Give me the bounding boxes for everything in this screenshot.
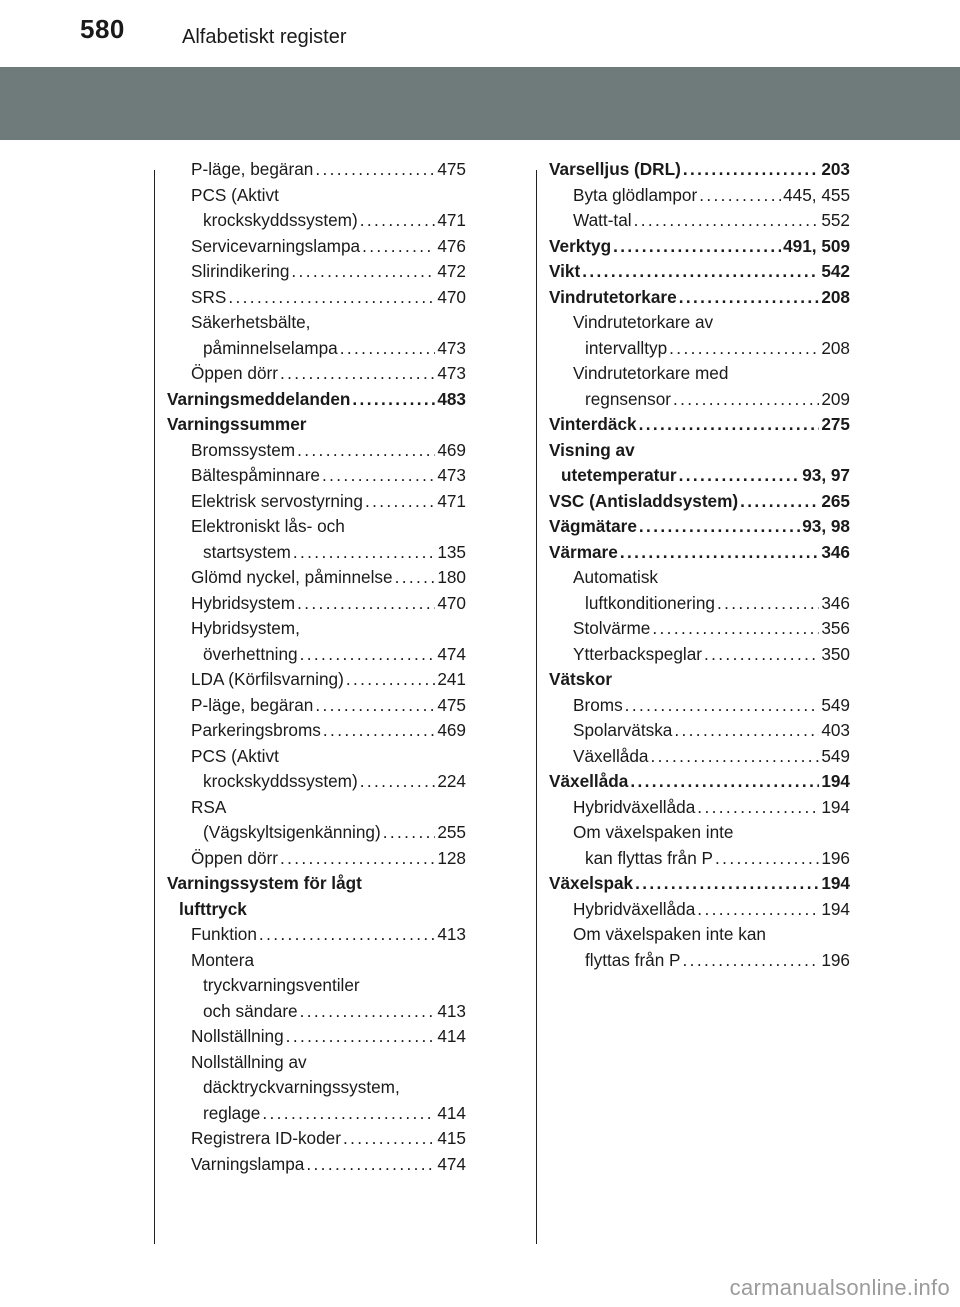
index-entry-text: PCS (Aktivt [191,184,279,205]
index-entry [167,208,466,234]
index-entry-page: 414 [437,1102,466,1123]
dot-leader [360,769,436,795]
dot-leader [383,820,436,846]
index-entry-page: 346 [821,541,850,562]
index-entry-text: reglage [203,1102,261,1123]
index-entry-text: Vindrutetorkare med [573,363,729,383]
dot-leader [323,718,435,744]
index-entry-text: VSC (Antisladdsystem) [549,490,739,511]
index-entry [549,667,850,693]
index-entry [167,667,466,693]
index-entry [549,642,850,668]
index-entry-text: Varningssystem för lågt [167,873,362,893]
index-entry [167,438,466,464]
index-entry [549,820,850,846]
index-entry-page: 471 [437,490,466,511]
index-entry [167,234,466,260]
index-entry [549,336,850,362]
index-entry [549,871,850,897]
dot-leader [259,922,435,948]
index-entry-text: Servicevarningslampa [191,235,361,256]
index-entry [549,259,850,285]
dot-leader [715,846,819,872]
index-column-right [549,157,850,973]
index-entry-page: 473 [437,363,466,383]
dot-leader [322,463,435,489]
index-entry-text: Byta glödlampor [573,184,698,205]
index-entry-page: 470 [437,592,466,613]
dot-leader [639,412,820,438]
header-band [0,67,960,140]
index-entry-page: 356 [821,618,850,638]
index-entry-page: 491, 509 [783,235,850,256]
index-entry [167,1075,466,1101]
index-entry-page: 475 [437,159,466,179]
index-entry-text: (Vägskyltsigenkänning) [203,822,381,842]
index-entry [167,973,466,999]
index-entry [167,591,466,617]
index-entry-page: 413 [437,1000,466,1021]
index-entry [167,744,466,770]
index-entry-page: 208 [821,337,850,358]
index-entry [549,948,850,974]
dot-leader [651,744,820,770]
index-entry-page: 194 [821,796,850,817]
index-entry [167,463,466,489]
index-entry-page: 549 [821,694,850,715]
index-entry-text: Vindrutetorkare [549,286,677,307]
index-entry-text: kan flyttas från P [585,847,714,868]
index-entry [167,540,466,566]
index-entry [549,591,850,617]
dot-leader [683,948,820,974]
index-entry-page: 241 [437,669,466,689]
index-entry-text: Parkeringsbroms [191,720,321,740]
index-entry-page: 209 [821,388,850,409]
index-entry-text: Slirindikering [191,261,290,281]
index-entry [167,387,466,413]
index-entry-page: 208 [821,286,850,307]
index-entry-page: 255 [437,822,466,842]
dot-leader [365,489,435,515]
index-entry [167,310,466,336]
index-entry-text: Montera [191,949,255,970]
dot-leader [286,1024,436,1050]
index-entry [549,744,850,770]
dot-leader [630,769,819,795]
index-entry [167,922,466,948]
index-entry-text: LDA (Körfilsvarning) [191,669,344,689]
dot-leader [740,489,819,515]
index-entry-page: 93, 97 [802,465,850,485]
dot-leader [674,718,819,744]
index-entry [167,769,466,795]
index-column-left [167,157,466,1177]
index-entry [167,361,466,387]
index-entry [167,642,466,668]
index-entry [167,846,466,872]
index-entry-text: Varningslampa [191,1153,305,1174]
index-entry [167,1024,466,1050]
center-column-rule [536,170,537,1244]
index-entry-text: RSA [191,796,227,817]
index-entry [167,693,466,719]
index-entry [167,489,466,515]
index-entry-page: 194 [821,898,850,919]
index-entry [549,616,850,642]
dot-leader [362,234,435,260]
index-entry [549,846,850,872]
dot-leader [395,565,436,591]
index-entry-text: luftkonditionering [585,592,715,613]
index-entry-text: och sändare [203,1000,298,1021]
index-entry-text: Funktion [191,924,257,944]
index-entry [549,438,850,464]
index-entry [549,310,850,336]
dot-leader [669,336,819,362]
index-entry-text: Öppen dörr [191,847,278,868]
index-entry [167,616,466,642]
index-entry-text: Växelspak [549,873,634,893]
index-entry-text: SRS [191,286,227,307]
index-entry-page: 93, 98 [802,516,850,536]
index-entry-text: påminnelselampa [203,337,338,358]
index-entry-text: Växellåda [549,771,629,791]
index-entry-text: PCS (Aktivt [191,745,279,766]
index-entry-text: tryckvarningsventiler [203,975,360,995]
index-entry [549,718,850,744]
index-entry-text: Bältespåminnare [191,465,320,485]
index-entry [549,361,850,387]
index-entry-page: 476 [437,235,466,256]
index-entry-text: Registrera ID-koder [191,1128,341,1148]
index-entry-text: Watt-tal [573,210,632,230]
index-entry [167,336,466,362]
index-entry [549,387,850,413]
dot-leader [297,591,435,617]
index-entry [167,412,466,438]
index-entry-text: Varselljus (DRL) [549,159,681,179]
index-entry-text: Automatisk [573,567,659,587]
dot-leader [679,285,820,311]
dot-leader [620,540,820,566]
dot-leader [652,616,819,642]
index-entry-page: 475 [437,694,466,715]
index-entry [167,718,466,744]
index-entry-text: överhettning [203,643,298,664]
index-entry-page: 549 [821,745,850,766]
index-entry-page: 474 [437,643,466,664]
index-entry [549,234,850,260]
index-entry [549,412,850,438]
index-entry-page: 196 [821,847,850,868]
index-entry-text: Stolvärme [573,618,651,638]
index-entry-text: Vindrutetorkare av [573,312,714,332]
dot-leader [683,157,820,183]
index-entry-text: regnsensor [585,388,671,409]
index-entry-text: intervalltyp [585,337,668,358]
index-entry-text: Nollställning [191,1026,284,1046]
index-entry [549,183,850,209]
index-entry-page: 471 [437,210,466,230]
footer-watermark: carmanualsonline.info [729,1275,950,1300]
dot-leader [582,259,819,285]
index-entry-page: 275 [821,414,850,434]
index-entry-page: 135 [437,541,466,562]
dot-leader [228,285,435,311]
dot-leader [280,361,435,387]
index-entry-text: startsystem [203,541,291,562]
dot-leader [613,234,781,260]
dot-leader [340,336,436,362]
dot-leader [634,208,820,234]
index-entry-page: 469 [437,439,466,460]
index-entry [167,999,466,1025]
index-entry-page: 552 [821,210,850,230]
index-entry [549,489,850,515]
index-entry-text: Elektroniskt lås- och [191,516,345,536]
dot-leader [679,463,801,489]
index-entry [549,514,850,540]
index-entry-text: Varningssummer [167,414,307,434]
index-entry-page: 180 [437,567,466,587]
index-entry-text: Spolarvätska [573,720,673,740]
dot-leader [717,591,819,617]
index-entry-text: Verktyg [549,235,612,256]
index-entry [549,540,850,566]
dot-leader [346,667,435,693]
index-entry-text: Vätskor [549,669,613,689]
index-entry-text: Växellåda [573,745,649,766]
index-entry-page: 415 [437,1128,466,1148]
index-entry-page: 474 [437,1153,466,1174]
dot-leader [635,871,819,897]
dot-leader [293,540,435,566]
index-entry-text: Hybridsystem [191,592,296,613]
index-entry-page: 473 [437,337,466,358]
index-entry-page: 542 [821,261,850,281]
index-entry-page: 473 [437,465,466,485]
index-entry-text: Säkerhetsbälte, [191,312,311,332]
index-entry-text: Om växelspaken inte [573,822,734,842]
index-entry-page: 472 [437,261,466,281]
index-entry-page: 413 [437,924,466,944]
index-entry [549,565,850,591]
index-entry-text: Elektrisk servostyrning [191,490,363,511]
index-entry-text: Hybridväxellåda [573,898,696,919]
index-entry [167,1152,466,1178]
index-entry [549,157,850,183]
index-entry [167,897,466,923]
dot-leader [673,387,819,413]
index-entry-page: 194 [821,873,850,893]
index-entry-page: 350 [821,643,850,664]
index-entry-page: 483 [437,388,466,409]
index-entry-page: 470 [437,286,466,307]
index-entry [167,1126,466,1152]
dot-leader [315,693,435,719]
index-entry-text: Glömd nyckel, påminnelse [191,567,393,587]
index-entry [167,157,466,183]
index-entry-page: 224 [437,771,466,791]
index-entry-text: Varningsmeddelanden [167,388,351,409]
index-entry-text: lufttryck [179,898,247,919]
index-entry-text: Hybridväxellåda [573,796,696,817]
dot-leader [300,642,436,668]
index-entry-page: 403 [821,720,850,740]
index-entry-page: 196 [821,949,850,970]
index-entry-page: 265 [821,490,850,511]
index-entry [549,795,850,821]
page-number: 580 [80,14,125,44]
index-entry [549,922,850,948]
index-entry-text: Nollställning av [191,1051,307,1072]
index-entry-page: 445, 455 [783,184,850,205]
index-entry [167,795,466,821]
index-entry [167,259,466,285]
left-column-rule [154,170,155,1244]
section-title: Alfabetiskt register [182,26,347,48]
index-entry [549,285,850,311]
dot-leader [291,259,435,285]
index-entry [167,514,466,540]
index-entry-text: Vinterdäck [549,414,637,434]
dot-leader [352,387,435,413]
index-entry-page: 414 [437,1026,466,1046]
dot-leader [315,157,435,183]
index-entry-text: krockskyddssystem) [203,771,358,791]
index-entry [167,565,466,591]
index-entry-page: 128 [437,847,466,868]
index-entry [167,948,466,974]
index-entry [549,897,850,923]
index-entry-text: P-läge, begäran [191,694,314,715]
dot-leader [639,514,800,540]
index-entry-text: krockskyddssystem) [203,210,358,230]
dot-leader [704,642,819,668]
dot-leader [280,846,435,872]
index-entry [549,769,850,795]
index-entry [549,693,850,719]
dot-leader [306,1152,435,1178]
dot-leader [300,999,436,1025]
index-entry-text: Om växelspaken inte kan [573,924,766,944]
index-entry-text: Öppen dörr [191,363,278,383]
dot-leader [343,1126,435,1152]
index-entry-text: Hybridsystem, [191,618,300,638]
index-entry [167,285,466,311]
index-entry [167,1101,466,1127]
index-entry-text: däcktryckvarningssystem, [203,1077,400,1097]
dot-leader [262,1101,435,1127]
index-entry [549,463,850,489]
index-entry-page: 194 [821,771,850,791]
index-entry-page: 346 [821,592,850,613]
index-entry-text: flyttas från P [585,949,681,970]
dot-leader [697,897,819,923]
dot-leader [360,208,436,234]
index-entry [167,820,466,846]
dot-leader [697,795,819,821]
index-entry-text: Bromssystem [191,439,296,460]
index-entry-text: Visning av [549,439,635,460]
index-entry-page: 203 [821,159,850,179]
index-entry [167,1050,466,1076]
index-entry-text: Ytterbackspeglar [573,643,702,664]
index-entry [167,183,466,209]
dot-leader [625,693,820,719]
index-entry-text: Vägmätare [549,516,637,536]
index-entry [167,871,466,897]
index-entry-page: 469 [437,720,466,740]
dot-leader [699,183,781,209]
index-entry-text: Värmare [549,541,618,562]
dot-leader [297,438,435,464]
index-entry-text: utetemperatur [561,465,677,485]
index-entry-text: P-läge, begäran [191,159,314,179]
index-entry-text: Broms [573,694,623,715]
index-entry [549,208,850,234]
index-entry-text: Vikt [549,261,581,281]
